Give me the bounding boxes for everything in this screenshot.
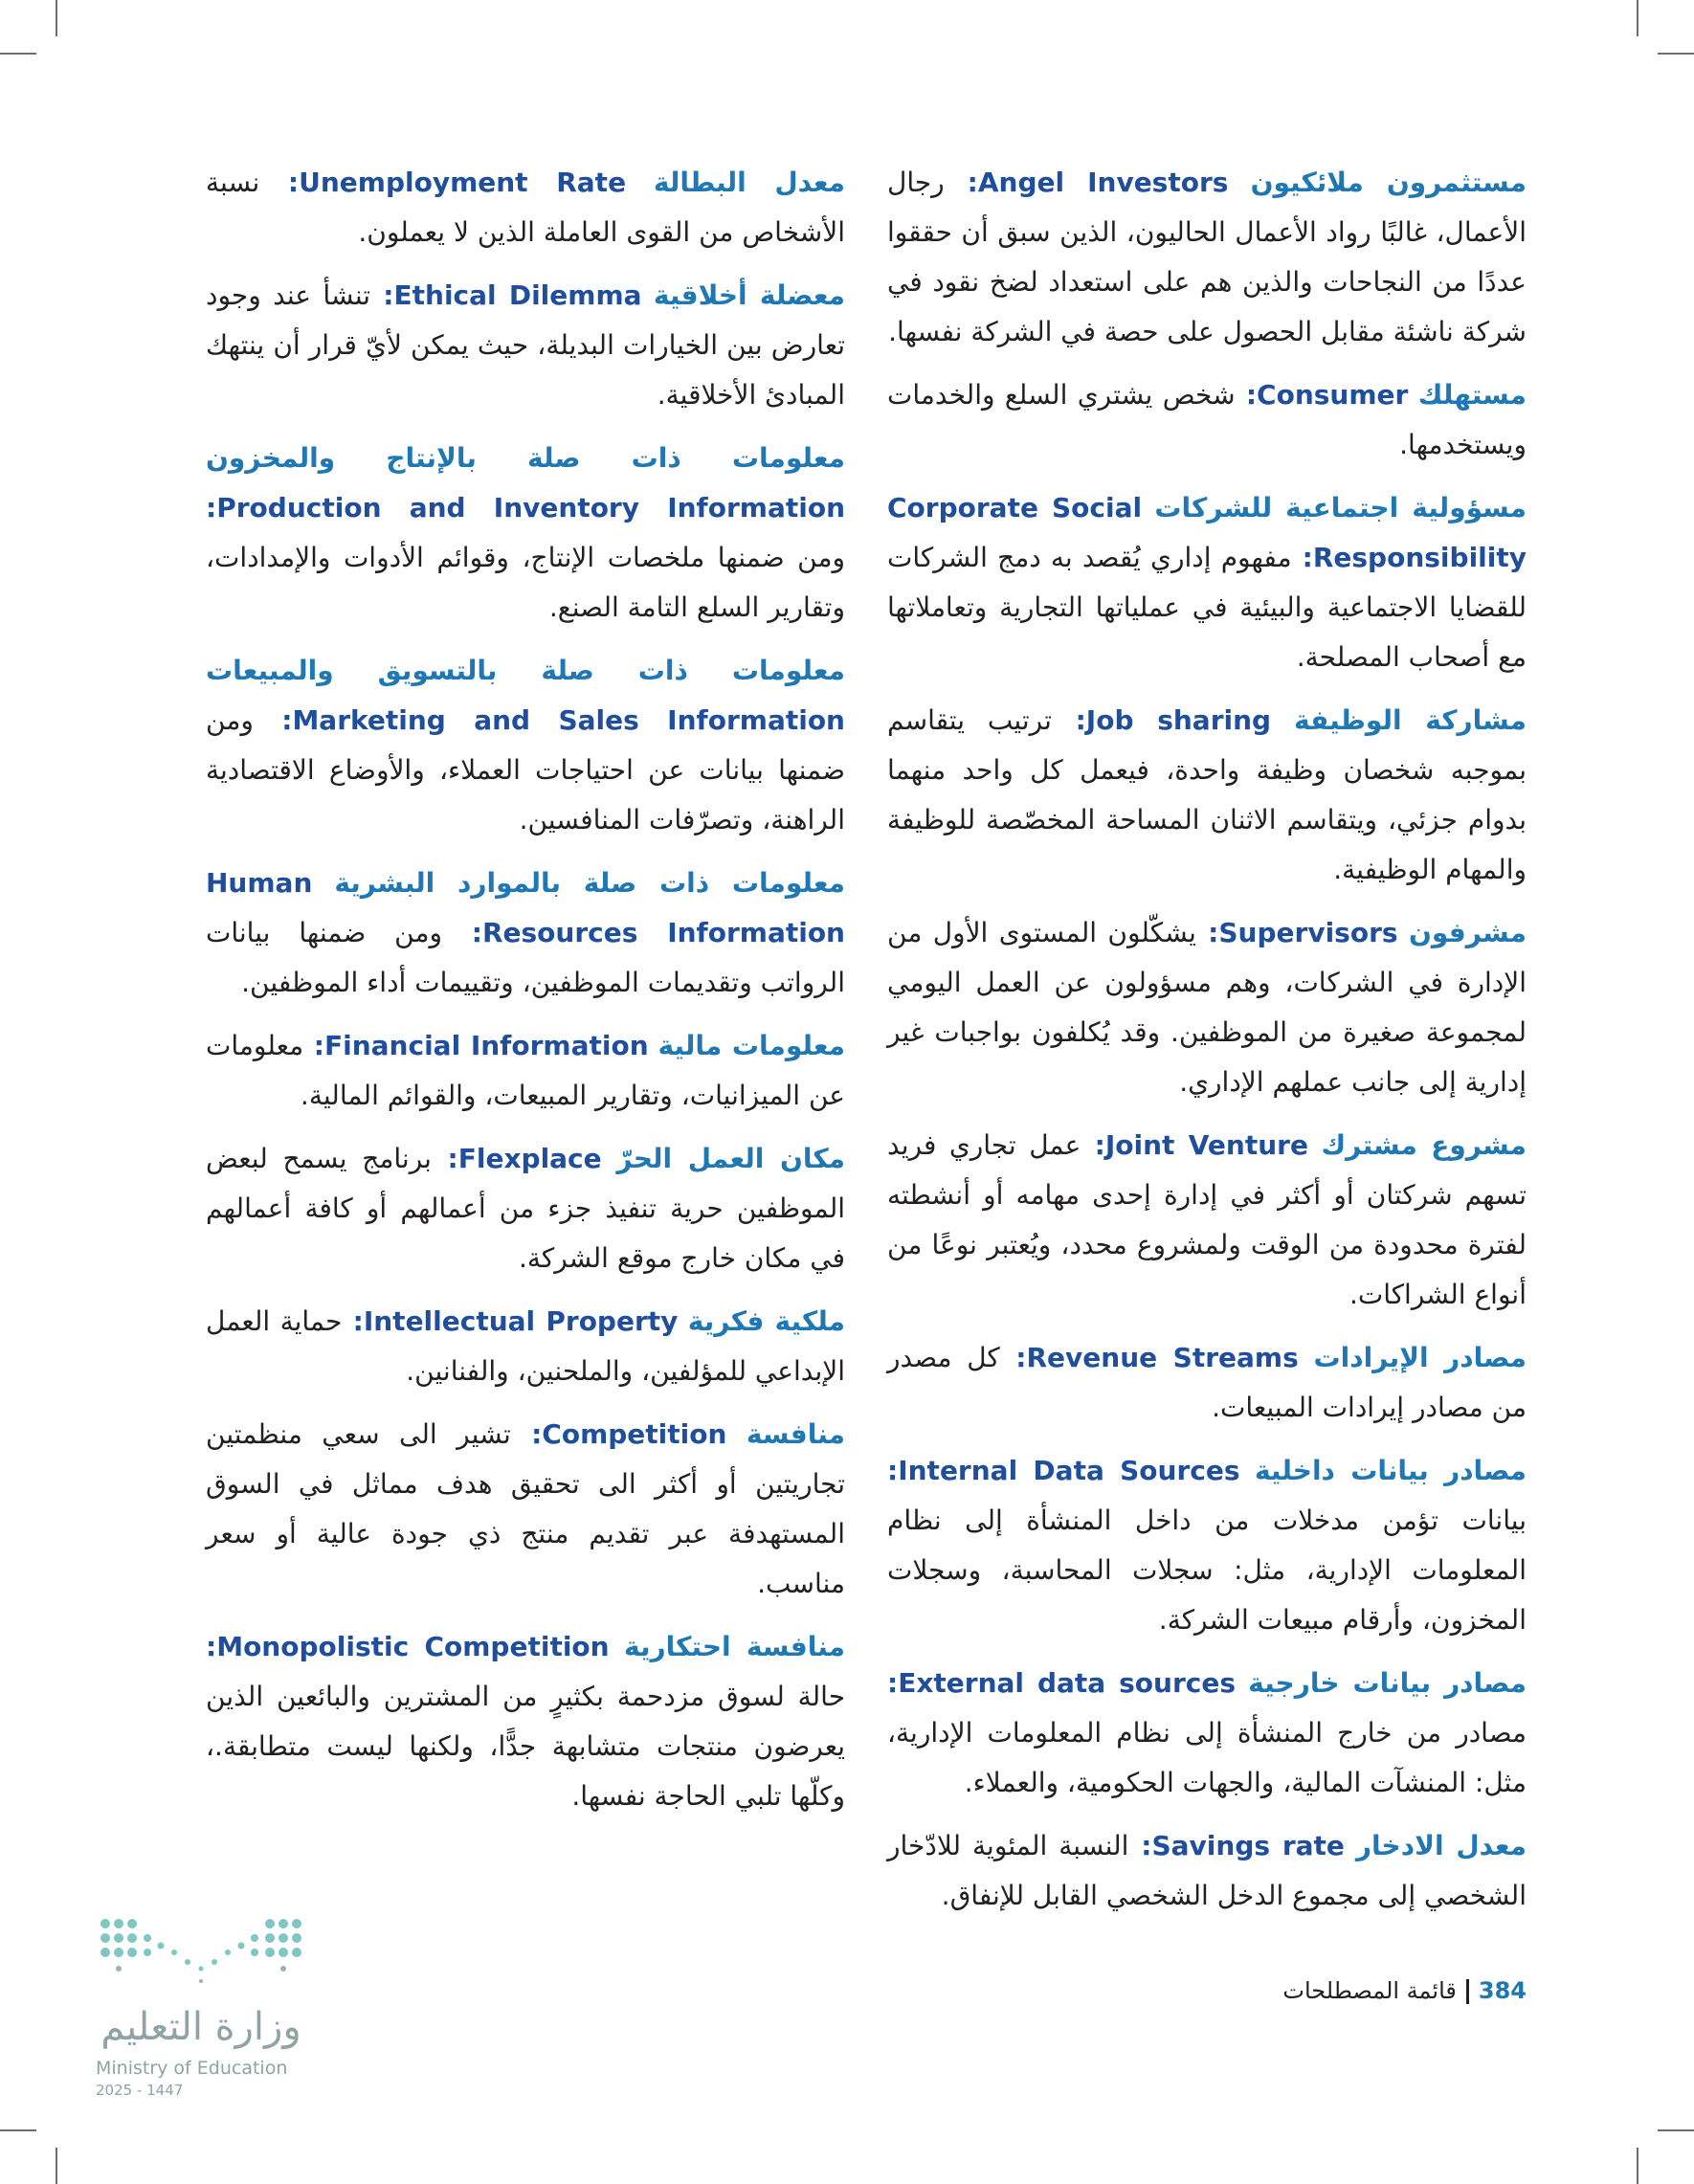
glossary-entry <box>206 646 845 845</box>
term-colon: : <box>1235 379 1258 411</box>
term-arabic: معلومات مالية <box>658 1030 845 1061</box>
term-english: Intellectual Property <box>363 1305 679 1337</box>
glossary-entry <box>206 434 845 633</box>
glossary-entry <box>206 1622 845 1821</box>
logo-arabic-text: وزارة التعليم <box>100 2005 301 2049</box>
term-arabic: مصادر الإيرادات <box>1313 1342 1527 1373</box>
section-title: قائمة المصطلحات <box>1282 1977 1457 2004</box>
term-definition: شخص يشتري السلع والخدمات ويستخدمها. <box>887 379 1527 460</box>
term-colon: : <box>442 917 482 948</box>
term-colon: : <box>206 1631 217 1662</box>
term-arabic: مستثمرون ملائكيون <box>1250 167 1527 198</box>
term-definition: تنشأ عند وجود تعارض بين الخيارات البديلة، حيث يمكن لأيّ قرار أن ينتهك المبادئ الأخلاقية. <box>206 279 845 411</box>
term-colon: : <box>342 1305 364 1337</box>
glossary-entry <box>887 696 1527 895</box>
term-arabic: معلومات ذات صلة بالتسويق والمبيعات <box>206 655 845 686</box>
glossary-entry <box>887 1121 1527 1320</box>
term-definition: يشكّلون المستوى الأول من الإدارة في الشركات، وهم مسؤولون عن العمل اليومي لمجموعة صغيرة من الموظفين. وقد يُكلفون بواجبات غير إدارية إلى جانب عملهم الإداري. <box>887 917 1527 1098</box>
term-definition: نسبة الأشخاص من القوى العاملة الذين لا يعملون. <box>206 167 845 248</box>
term-arabic: مصادر بيانات داخلية <box>1254 1455 1527 1486</box>
term-definition: ومن ضمنها ملخصات الإنتاج، وقوائم الأدوات والإمدادات، وتقارير السلع التامة الصنع. <box>206 542 845 623</box>
term-arabic: ملكية فكرية <box>687 1305 845 1337</box>
glossary-entry <box>887 908 1527 1107</box>
term-english: Corporate Social Responsibility <box>887 492 1527 573</box>
term-english: Competition <box>542 1418 727 1450</box>
term-english: Savings rate <box>1151 1830 1345 1861</box>
term-definition: ومن ضمنها بيانات الرواتب وتقديمات الموظفين، وتقييمات أداء الموظفين. <box>206 917 845 998</box>
term-english: Internal Data Sources <box>898 1455 1240 1486</box>
logo-english-text: Ministry of Education <box>96 2058 288 2079</box>
crop-mark <box>1637 2148 1638 2184</box>
glossary-entry <box>206 1134 845 1283</box>
glossary-entry <box>206 158 845 257</box>
glossary-entry <box>206 271 845 420</box>
term-definition: برنامج يسمح لبعض الموظفين حرية تنفيذ جزء من أعمالهم أو كافة أعمالهم في مكان خارج موقع الشركة. <box>206 1143 845 1274</box>
crop-mark <box>0 2129 36 2131</box>
page-number: 384 <box>1478 1977 1527 2004</box>
glossary-entry <box>887 370 1527 470</box>
term-english: Monopolistic Competition <box>216 1631 610 1662</box>
crop-mark <box>0 53 36 55</box>
crop-mark <box>1637 0 1638 36</box>
term-colon: : <box>206 492 217 524</box>
term-definition: بيانات تؤمن مدخلات من داخل المنشأة إلى نظام المعلومات الإدارية، مثل: سجلات المحاسبة، وسجلات المخزون، وأرقام مبيعات الشركة. <box>887 1504 1527 1636</box>
term-english: Unemployment Rate <box>299 167 627 198</box>
term-english: Revenue Streams <box>1026 1342 1299 1373</box>
term-arabic: مشاركة الوظيفة <box>1293 704 1527 736</box>
term-colon: : <box>253 704 293 736</box>
term-arabic: منافسة <box>746 1418 845 1450</box>
term-definition: معلومات عن الميزانيات، وتقارير المبيعات، والقوائم المالية. <box>206 1030 845 1111</box>
term-colon: : <box>999 1342 1027 1373</box>
crop-mark <box>1658 2129 1694 2131</box>
term-arabic: مكان العمل الحرّ <box>616 1143 846 1174</box>
logo-year-text: 2025 - 1447 <box>96 2082 184 2099</box>
glossary-column-right <box>887 158 1527 1934</box>
term-english: Job sharing <box>1085 704 1272 736</box>
term-arabic: مستهلك <box>1417 379 1527 411</box>
term-definition: حماية العمل الإبداعي للمؤلفين، والملحنين، والفنانين. <box>206 1305 845 1387</box>
term-colon: : <box>431 1143 458 1174</box>
term-english: Supervisors <box>1218 917 1398 948</box>
term-colon: : <box>1128 1830 1152 1861</box>
term-definition: كل مصدر من مصادر إيرادات المبيعات. <box>887 1342 1527 1423</box>
glossary-entry <box>206 1410 845 1609</box>
footer-separator <box>1466 1979 1469 2004</box>
ministry-logo <box>96 1909 316 2101</box>
glossary-entry <box>887 1659 1527 1808</box>
glossary-entry <box>887 1446 1527 1645</box>
term-arabic: منافسة احتكارية <box>624 1631 845 1662</box>
term-arabic: مصادر بيانات خارجية <box>1248 1667 1527 1699</box>
term-english: Flexplace <box>457 1143 602 1174</box>
term-english: Financial Information <box>324 1030 649 1061</box>
term-arabic: معلومات ذات صلة بالموارد البشرية <box>334 867 845 899</box>
term-english: External data sources <box>898 1667 1237 1699</box>
term-arabic: معضلة أخلاقية <box>653 279 846 311</box>
page-footer <box>1282 1977 1527 2004</box>
glossary-entry <box>206 1021 845 1121</box>
term-definition: ومن ضمنها بيانات عن احتياجات العملاء، والأوضاع الاقتصادية الراهنة، وتصرّفات المنافسين. <box>206 704 845 836</box>
term-colon: : <box>510 1418 543 1450</box>
logo-dots-icon <box>96 1909 306 1995</box>
term-colon: : <box>887 1667 899 1699</box>
term-definition: ترتيب يتقاسم بموجبه شخصان وظيفة واحدة، فيعمل كل واحد منهما بدوام جزئي، ويتقاسم الاثنان المساحة المخصّصة للوظيفة والمهام الوظيفية. <box>887 704 1527 885</box>
term-colon: : <box>944 167 978 198</box>
term-english: Marketing and Sales Information <box>292 704 845 736</box>
term-english: Angel Investors <box>977 167 1229 198</box>
term-arabic: معدل البطالة <box>653 167 845 198</box>
term-colon: : <box>1291 542 1313 573</box>
term-colon: : <box>303 1030 324 1061</box>
term-colon: : <box>1195 917 1219 948</box>
term-arabic: مشرفون <box>1408 917 1527 948</box>
term-arabic: مسؤولية اجتماعية للشركات <box>1154 492 1527 524</box>
term-definition: حالة لسوق مزدحمة بكثيرٍ من المشترين والبائعين الذين يعرضون منتجات متشابهة جدًّا، ولكنها ليست متطابقة.، وكلّها تلبي الحاجة نفسها. <box>206 1681 845 1812</box>
crop-mark <box>56 0 57 36</box>
term-definition: عمل تجاري فريد تسهم شركتان أو أكثر في إدارة إحدى مهامه أو أنشطته لفترة محدودة من الوقت ولمشروع محدد، ويُعتبر نوعًا من أنواع الشراكات. <box>887 1129 1527 1310</box>
glossary-entry <box>887 1821 1527 1921</box>
glossary-entry <box>206 1297 845 1396</box>
term-english: Production and Inventory Information <box>216 492 845 524</box>
term-definition: النسبة المئوية للادّخار الشخصي إلى مجموع الدخل الشخصي القابل للإنفاق. <box>887 1830 1527 1911</box>
term-english: Consumer <box>1257 379 1409 411</box>
glossary-column-left <box>206 158 845 1835</box>
term-arabic: مشروع مشترك <box>1321 1129 1527 1161</box>
glossary-entry <box>887 158 1527 357</box>
crop-mark <box>56 2148 57 2184</box>
term-definition: رجال الأعمال، غالبًا رواد الأعمال الحاليون، الذين سبق أن حققوا عددًا من النجاحات والذين هم على استعداد لضخ نقود في شركة ناشئة مقابل الحصول على حصة في الشركة نفسها. <box>887 167 1527 347</box>
term-colon: : <box>887 1455 899 1486</box>
term-colon: : <box>1051 704 1086 736</box>
term-definition: تشير الى سعي منظمتين تجاريتين أو أكثر الى تحقيق هدف مماثل في السوق المستهدفة عبر تقديم منتج ذي جودة عالية أو سعر مناسب. <box>206 1418 845 1599</box>
glossary-entry <box>206 858 845 1008</box>
term-english: Human Resources Information <box>206 867 845 948</box>
term-english: Joint Venture <box>1104 1129 1308 1161</box>
term-arabic: معلومات ذات صلة بالإنتاج والمخزون <box>206 442 845 474</box>
term-definition: مفهوم إداري يُقصد به دمج الشركات للقضايا الاجتماعية والبيئية في عملياتها التجارية وتعاملاتها مع أصحاب المصلحة. <box>887 542 1527 673</box>
glossary-entry <box>887 1333 1527 1433</box>
term-colon: : <box>1081 1129 1105 1161</box>
term-arabic: معدل الادخار <box>1355 1830 1527 1861</box>
glossary-entry <box>887 483 1527 682</box>
term-english: Ethical Dilemma <box>393 279 642 311</box>
crop-mark <box>1658 53 1694 55</box>
term-colon: : <box>259 167 300 198</box>
term-definition: مصادر من خارج المنشأة إلى نظام المعلومات الإدارية، مثل: المنشآت المالية، والجهات الحكومية، والعملاء. <box>887 1717 1527 1798</box>
term-colon: : <box>370 279 394 311</box>
